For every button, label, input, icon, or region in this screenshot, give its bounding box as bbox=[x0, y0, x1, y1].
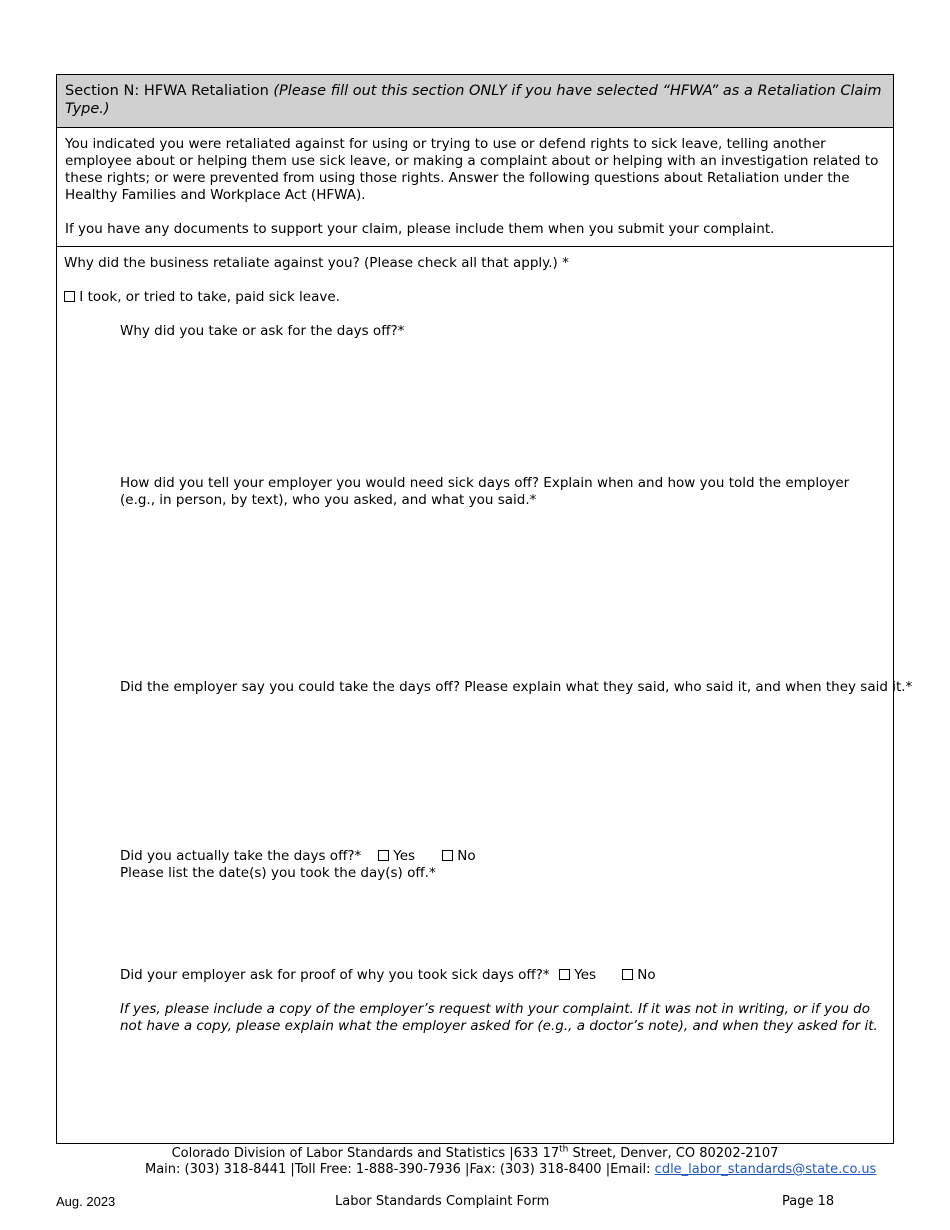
proof-yes-option[interactable] bbox=[559, 967, 596, 984]
actually-take-question: Did you actually take the days off?* bbox=[120, 848, 362, 864]
how-tell-question: How did you tell your employer you would need sick days off? Explain when and how you told the employer (e.g., in person, by text), who you asked, and what you said.* bbox=[120, 475, 850, 508]
email-link[interactable]: cdle_labor_standards@state.co.us bbox=[654, 1162, 877, 1177]
sick-leave-option[interactable] bbox=[64, 289, 340, 306]
no-label: No bbox=[457, 848, 476, 864]
footer-phone-line: Main: (303) 318-8441 |Toll Free: 1-888-390-7936 |Fax: (303) 318-8400 |Email: bbox=[145, 1162, 655, 1177]
footer-date: Aug. 2023 bbox=[56, 1194, 116, 1209]
why-days-off-question: Why did you take or ask for the days off?* bbox=[120, 323, 405, 339]
actually-take-yes-option[interactable] bbox=[378, 848, 415, 865]
intro-text bbox=[57, 128, 893, 247]
actually-take-no-checkbox[interactable] bbox=[442, 850, 453, 861]
footer-form-name: Labor Standards Complaint Form bbox=[335, 1194, 550, 1209]
proof-note: If yes, please include a copy of the employer’s request with your complaint. If it was not in writing, or if you do not have a copy, please explain what the employer asked for (e.g., a doctor’s note), and when they asked for it. bbox=[120, 1001, 878, 1034]
proof-question: Did your employer ask for proof of why you took sick days off?* bbox=[120, 967, 550, 983]
yes-label: Yes bbox=[574, 967, 597, 983]
proof-yes-checkbox[interactable] bbox=[559, 969, 570, 980]
footer-page-number: Page 18 bbox=[782, 1194, 835, 1209]
employer-say-question: Did the employer say you could take the days off? Please explain what they said, who said it, and when they said it.* bbox=[120, 679, 913, 695]
proof-no-option[interactable] bbox=[622, 967, 656, 984]
list-dates-question: Please list the date(s) you took the day(s) off.* bbox=[120, 865, 436, 881]
section-title: Section N: HFWA Retaliation bbox=[65, 83, 269, 99]
intro-documents-note: If you have any documents to support your claim, please include them when you submit your complaint. bbox=[65, 221, 775, 237]
footer-address: Colorado Division of Labor Standards and Statistics |633 17th Street, Denver, CO 80202-2107 bbox=[171, 1144, 779, 1161]
section-note: (Please fill out this section ONLY if you have selected “HFWA” as a Retaliation Claim Type.) bbox=[65, 83, 882, 117]
footer-contact bbox=[145, 1162, 876, 1178]
proof-answer-area[interactable] bbox=[120, 1042, 880, 1137]
actually-take-no-option[interactable] bbox=[442, 848, 476, 865]
sick-leave-option-label: I took, or tried to take, paid sick leave. bbox=[79, 289, 340, 305]
intro-paragraph: You indicated you were retaliated against for using or trying to use or defend rights to sick leave, telling another employee about or helping them use sick leave, or making a complaint about or helping with an investigation related to these rights; or were prevented from using those rights. Answer the following questions about Retaliation under the Healthy Families and Workplace Act (HFWA). bbox=[65, 136, 879, 203]
sick-leave-checkbox[interactable] bbox=[64, 291, 75, 302]
employer-say-answer-area[interactable] bbox=[120, 705, 880, 840]
why-retaliate-question: Why did the business retaliate against you? (Please check all that apply.) * bbox=[64, 255, 569, 271]
how-tell-answer-area[interactable] bbox=[120, 520, 880, 670]
section-header bbox=[57, 75, 893, 128]
proof-no-checkbox[interactable] bbox=[622, 969, 633, 980]
actually-take-yes-checkbox[interactable] bbox=[378, 850, 389, 861]
yes-label: Yes bbox=[393, 848, 416, 864]
list-dates-answer-area[interactable] bbox=[120, 888, 880, 958]
why-days-off-answer-area[interactable] bbox=[120, 352, 880, 462]
no-label: No bbox=[637, 967, 656, 983]
